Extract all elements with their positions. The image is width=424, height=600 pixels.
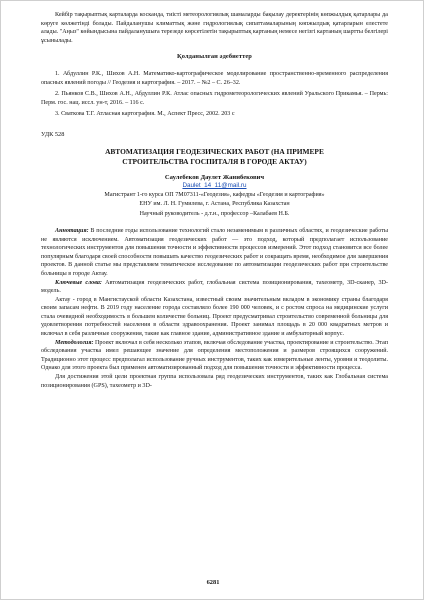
reference-item: 1. Абдуллин Р.К., Шихов А.Н. Математико-картографическое моделирование пространственно-временного распределения опасных явлений погоды // Геодезия и картография. – 2017. – №2 – С. 26–32. [41, 70, 388, 86]
references-title: Қолданылған әдебиеттер [177, 53, 252, 61]
annotation-text: В последние годы использование технологий стало незаменимым в различных областях, и геодезические работы не являются исключением. Автоматизация геодезических работ — это подход, который предполагает использование технологических инструментов для повышения точности и эффективности процессов измерений. Этот подход становится все более популярным благодаря своей способности повышать качество геодезических работ и сокращать время, необходимое для завершения проектов. В данной статье мы представляем тематическое исследование по автоматизации геодезических работ при строительстве больницы в городе Актау. [41, 227, 388, 277]
methodology-text: Проект включал в себя несколько этапов, включая обследование участка, проектирование и строительство. Этап обследования участка имел решающее значение для определения местоположения и размеров строящихся сооружений. Традиционно этот процесс предполагал использование ручных инструментов, таких как измерительные ленты, уровни и теодолиты. Однако для этого проекта был применен автоматизированный подход для повышения точности и эффективности процесса. [41, 339, 388, 372]
article-title-line: СТРОИТЕЛЬСТВА ГОСПИТАЛЯ В ГОРОДЕ АКТАУ) [122, 156, 307, 166]
udk-code: УДК 528 [41, 130, 65, 138]
reference-item: 2. Пьянков С.В., Шихов А.Н., Абдуллин Р.К. Атлас опасных гидрометеорологических явлений Уральского Прикамья. – Пермь: Перм. гос. нац. иссл. ун-т, 2016. – 116 с. [41, 91, 388, 106]
body-paragraph: Для достижения этой цели проектная группа использовала ряд геодезических инструментов, таких как Глобальная система позиционирования (GPS), тахеометр и 3D- [41, 374, 388, 389]
page-number: 6281 [206, 579, 220, 586]
annotation-label: Аннотация: [55, 227, 89, 234]
reference-item: 3. Сваткова Т.Г. Атласная картография. М., Аспект Пресс, 2002. 203 с [55, 111, 235, 118]
keywords-label: Ключевые слова: [55, 279, 102, 286]
methodology-label: Методология: [55, 339, 94, 346]
annotation-paragraph [41, 227, 388, 279]
article-title [41, 147, 388, 167]
author-affiliation: ЕНУ им. Л. Н. Гумилева, г. Астана, Республика Казахстан [139, 201, 290, 208]
keywords-text: Автоматизация геодезических работ, глобальная система позиционирования, тахеометр, 3D-сканер, 3D-модель. [41, 279, 388, 295]
methodology-paragraph [41, 339, 388, 373]
keywords-paragraph [41, 279, 388, 296]
author-email-link[interactable]: Daulet_14_11@mail.ru [182, 182, 247, 190]
supervisor-line: Научный руководитель - д.т.н., профессор –Калабаев Н.Б. [139, 210, 290, 217]
body-paragraph: Актау - город в Мангистауской области Казахстана, известный своим значительным вкладом в экономику страны благодаря своим запасам нефти. В 2019 году население города составляло более 190 000 человек, и с ростом спроса на медицинские услуги стала очевидной необходимость в большем количестве больниц. Проект предусматривал строительство современной больницы для удовлетворения потребностей населения в области здравоохранения. Проект занимал площадь в 20 000 квадратных метров и включал в себя различные сооружения, такие как главное здание, административное здание и амбулаторный корпус. [41, 296, 388, 338]
article-title-line: АВТОМАТИЗАЦИЯ ГЕОДЕЗИЧЕСКИХ РАБОТ (НА ПРИМЕРЕ [105, 146, 324, 156]
page-content [41, 11, 388, 390]
intro-paragraph: Кейбір тақырыптық карталарда косканда, тиісті метеорологиялық шамаларды бақылау деректерінің көпжылдық қатарлары да көруге көлжетінді болады. Пайдаланушы климаттық және гидрологиялық сипаттамаларының көпжылдық қатарларын елестете алады. "Аңыз" көйындысына пайдаланушыға терезеде көрсетілетін тақырыптық картаның немесе негізгі картаның шартты белгілері ұсынылады. [41, 12, 388, 44]
author-affiliation: Магистрант 1-го курса ОП 7М07311-«Геодезия», кафедры «Геодезия и картография» [104, 191, 325, 198]
author-name: Саулебеков Даулет Жанибекович [164, 173, 265, 181]
